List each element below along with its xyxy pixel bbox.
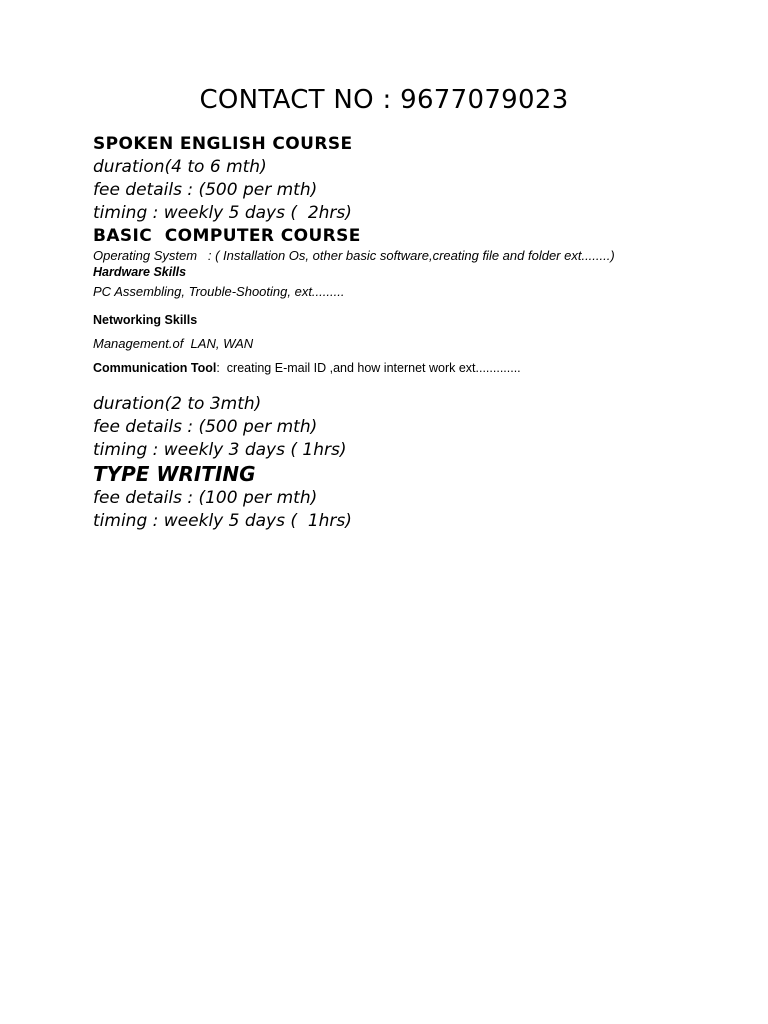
type-writing-title: TYPE WRITING — [93, 462, 256, 486]
type-writing-fee: fee details : (100 per mth) — [93, 488, 318, 508]
communication-tool-text: : creating E-mail ID ,and how internet work ext............. — [216, 361, 521, 375]
basic-computer-fee: fee details : (500 per mth) — [93, 417, 318, 437]
hardware-skills-label: Hardware Skills — [93, 265, 187, 279]
basic-computer-timing: timing : weekly 3 days ( 1hrs) — [93, 440, 347, 460]
basic-computer-title: BASIC COMPUTER COURSE — [93, 226, 361, 246]
spoken-english-title: SPOKEN ENGLISH COURSE — [93, 134, 353, 154]
networking-skills-text: Management.of LAN, WAN — [93, 336, 254, 351]
operating-system-text: Operating System : ( Installation Os, other basic software,creating file and folder ext........) — [93, 248, 615, 263]
spoken-english-duration: duration(4 to 6 mth) — [93, 157, 267, 177]
communication-tool-label: Communication Tool — [93, 361, 217, 375]
spoken-english-fee: fee details : (500 per mth) — [93, 180, 318, 200]
type-writing-timing: timing : weekly 5 days ( 1hrs) — [93, 511, 352, 531]
hardware-skills-text: PC Assembling, Trouble-Shooting, ext......... — [93, 284, 345, 299]
spoken-english-timing: timing : weekly 5 days ( 2hrs) — [93, 203, 352, 223]
networking-skills-label: Networking Skills — [93, 313, 198, 327]
contact-number: CONTACT NO : 9677079023 — [199, 85, 569, 115]
basic-computer-duration: duration(2 to 3mth) — [93, 394, 262, 414]
communication-tool-row — [93, 359, 521, 377]
